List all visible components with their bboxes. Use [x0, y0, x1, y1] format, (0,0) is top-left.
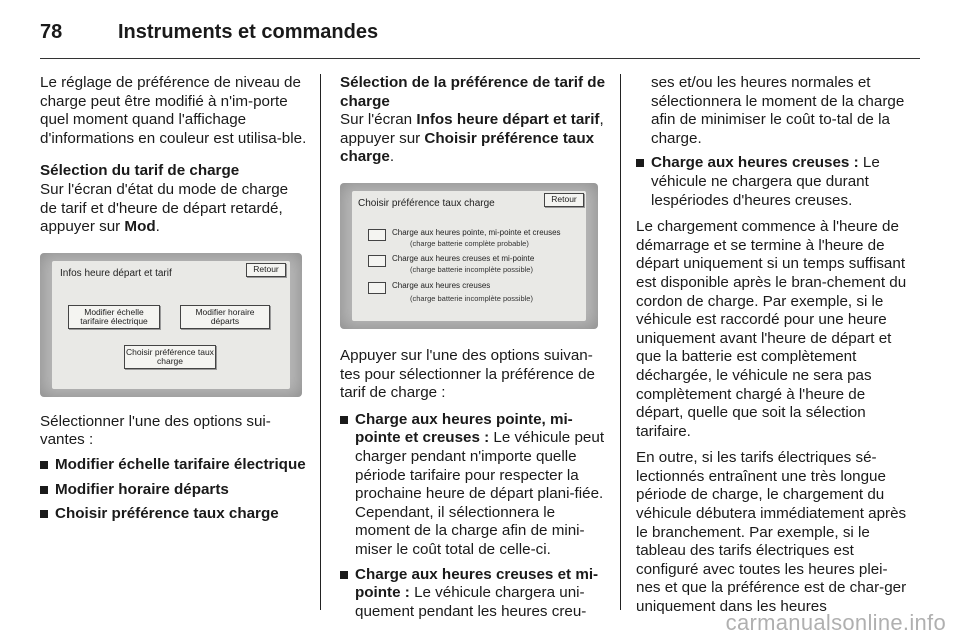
list-item: [40, 456, 308, 475]
page-number: 78: [40, 20, 63, 43]
list-item: [40, 505, 308, 524]
screen-departure-tariff: [40, 253, 302, 397]
bullet-icon: [636, 159, 644, 167]
option-description: Le véhicule peut charger pendant n'importe quelle période tarifaire pour respecter la prochaine heure de départ plani-fiée. Cependant, il sélectionnera le moment de la charge afin de mini-miser le coût total de celle-ci.: [355, 429, 605, 558]
preference-text-c: .: [389, 148, 395, 166]
continuation-text: ses et/ou les heures normales et sélectionnera le moment de la charge afin de minimiser le coût to-tal de la charge.: [651, 74, 905, 147]
modify-departure-line2: départs: [210, 315, 240, 326]
choose-preference-line2: charge: [157, 355, 183, 366]
option-checkbox-2[interactable]: [368, 255, 386, 267]
screen-title: Choisir préférence taux charge: [358, 197, 495, 209]
screen-panel: [52, 261, 290, 389]
charging-paragraph-2: En outre, si les tarifs électriques sé-lectionnés entraînent une très longue période de charge, le chargement du véhicule débutera immédiatement après le branchement. Par exemple, si le tableau des tarifs électriques est configuré avec toutes les heures plei-nes et que la préférence est de char-ger uniquement dans les heures: [636, 449, 907, 616]
modify-tariff-line2: tarifaire électrique: [80, 315, 148, 326]
screen-charge-preference: [340, 183, 598, 329]
option-title: Charge aux heures pointe, mi-pointe et creuses :: [355, 410, 573, 447]
choose-preference-line1: Choisir préférence taux: [126, 346, 214, 357]
back-button-label: Retour: [253, 264, 279, 275]
option-1-label: Charge aux heures pointe, mi-pointe et creuses: [392, 227, 561, 237]
option-label: Modifier horaire départs: [55, 480, 229, 498]
option-3-sub: (charge batterie incomplète possible): [410, 293, 533, 303]
screen-title: Infos heure départ et tarif: [60, 267, 172, 279]
preference-section-heading: Sélection de la préférence de tarif de charge: [340, 74, 606, 110]
header-divider: [40, 58, 920, 59]
preference-text-b: , appuyer sur: [340, 111, 604, 147]
bullet-icon: [40, 510, 48, 518]
tariff-section-end: .: [155, 218, 160, 236]
preference-text-a: Sur l'écran: [340, 111, 417, 129]
column-divider-1: [320, 74, 321, 610]
column-divider-2: [620, 74, 621, 610]
option-title: Charge aux heures creuses et mi-pointe :: [355, 565, 599, 602]
back-button[interactable]: [544, 193, 584, 207]
press-instruction: Appuyer sur l'une des options suivan-tes pour sélectionner la préférence de tarif de charge :: [340, 346, 595, 402]
back-button[interactable]: [246, 263, 286, 277]
column-1: [40, 74, 308, 532]
preference-options-list: [340, 411, 608, 622]
option-label: Choisir préférence taux charge: [55, 505, 279, 523]
mod-keyword: Mod: [124, 218, 156, 236]
option-description: Le véhicule chargera uni-quement pendant les heures creu-: [355, 584, 587, 620]
page-title: Instruments et commandes: [118, 20, 379, 43]
select-instruction: Sélectionner l'une des options sui-vantes :: [40, 412, 271, 449]
options-list: [40, 456, 308, 524]
intro-paragraph: Le réglage de préférence de niveau de charge peut être modifié à n'im-porte quel moment quand l'affichage d'informations en couleur est utilisa-ble.: [40, 74, 307, 147]
preference-button-name: Choisir préférence taux charge: [340, 129, 595, 166]
option-label: Modifier échelle tarifaire électrique: [55, 455, 306, 473]
list-item: [340, 566, 608, 622]
bullet-icon: [40, 486, 48, 494]
option-2-sub: (charge batterie incomplète possible): [410, 264, 533, 274]
bullet-icon: [340, 416, 348, 424]
tariff-section-text: Sur l'écran d'état du mode de charge de tarif et d'heure de départ retardé, appuyer sur: [40, 180, 289, 236]
choose-preference-button[interactable]: [124, 345, 216, 369]
preference-screen-name: Infos heure départ et tarif: [416, 111, 600, 129]
bullet-icon: [340, 571, 348, 579]
back-button-label: Retour: [551, 194, 577, 205]
preference-section: [340, 74, 608, 167]
charging-paragraph-1: Le chargement commence à l'heure de démarrage et se termine à l'heure de départ uniquement si un temps suffisant est disponible après le bran-chement du cordon de charge. Par exemple, si le véhicule est raccordé pour une heure uniquement avant l'heure de départ et que la batterie est complètement déchargée, le véhicule ne sera pas complètement chargé à l'heure de départ, quelle que soit la sélection tarifaire.: [636, 218, 907, 440]
option-3-label: Charge aux heures creuses: [392, 280, 491, 290]
modify-tariff-line1: Modifier échelle: [84, 306, 144, 317]
watermark: carmanualsonline.info: [725, 610, 946, 635]
option-checkbox-1[interactable]: [368, 229, 386, 241]
page-header: [40, 14, 378, 50]
modify-departure-line1: Modifier horaire: [195, 306, 255, 317]
column-2: [340, 74, 608, 629]
tariff-section: [40, 162, 308, 236]
option-title: Charge aux heures creuses :: [651, 154, 859, 172]
screen-panel: [352, 191, 586, 321]
option-2-label: Charge aux heures creuses et mi-pointe: [392, 253, 535, 263]
option-description: Le véhicule ne chargera que durant lespériodes d'heures creuses.: [651, 154, 880, 209]
list-item: [636, 154, 908, 210]
column-3: [636, 74, 908, 631]
list-item: [340, 411, 608, 560]
modify-tariff-button[interactable]: [68, 305, 160, 329]
list-item: [40, 481, 308, 500]
option-checkbox-3[interactable]: [368, 282, 386, 294]
tariff-section-heading: Sélection du tarif de charge: [40, 162, 240, 180]
option-1-sub: (charge batterie complète probable): [410, 238, 529, 248]
options-list-continued: [636, 154, 908, 210]
bullet-icon: [40, 461, 48, 469]
modify-departure-button[interactable]: [180, 305, 270, 329]
